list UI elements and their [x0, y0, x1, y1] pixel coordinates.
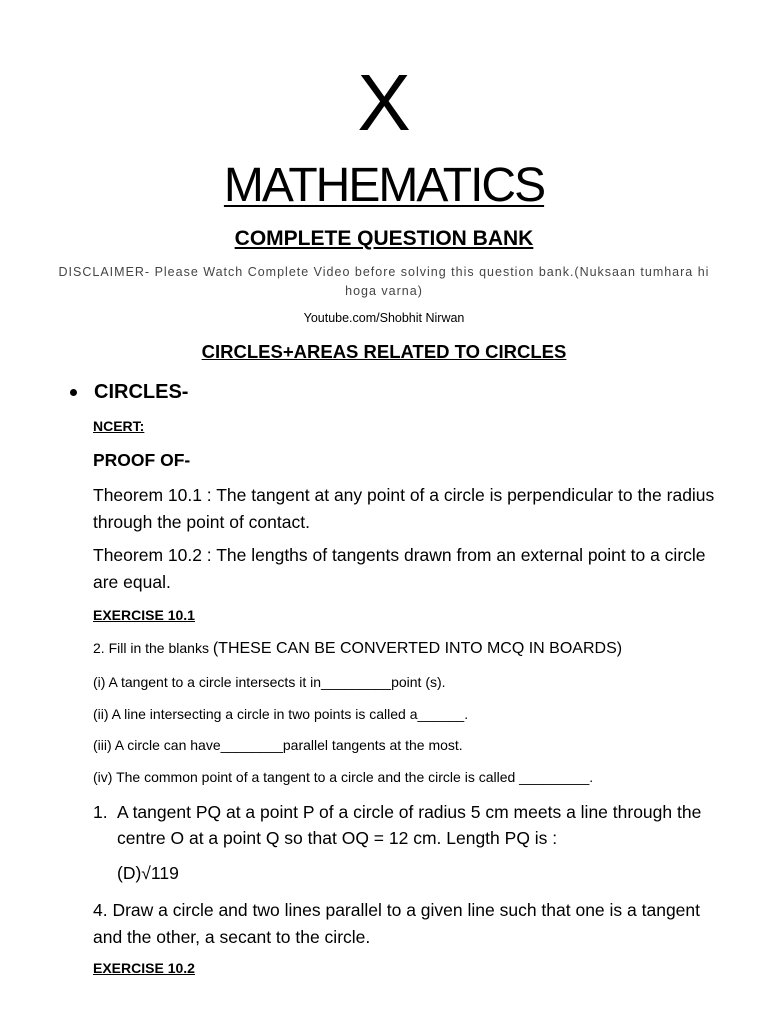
ncert-label: NCERT: [93, 418, 145, 434]
question-4: 4. Draw a circle and two lines parallel to a given line such that one is a tangent and the other, a secant to the circle. [93, 900, 701, 947]
class-label: X [357, 58, 411, 147]
subject-title: MATHEMATICS [223, 159, 545, 212]
question-1-number: 1. [93, 802, 108, 822]
fill-prefix: 2. Fill in the blanks [93, 640, 213, 656]
proof-heading: PROOF OF- [93, 450, 191, 470]
question-1 [93, 799, 733, 851]
bullet-heading-text: CIRCLES- [94, 381, 189, 403]
bullet-icon [70, 389, 77, 396]
question-1-text: A tangent PQ at a point P of a circle of radius 5 cm meets a line through the centre O at a point Q so that OQ = 12 cm. Length PQ is : [117, 802, 702, 848]
chapter-title: CIRCLES+AREAS RELATED TO CIRCLES [201, 341, 567, 362]
disclaimer-text: DISCLAIMER- Please Watch Complete Video before solving this question bank.(Nuksaan tumhara hi hoga varna) [58, 265, 710, 298]
blank-question-ii: (ii) A line intersecting a circle in two points is called a______. [93, 706, 469, 722]
circles-bullet-heading [70, 378, 188, 406]
theorem-10-1: Theorem 10.1 : The tangent at any point of a circle is perpendicular to the radius through the point of contact. [93, 485, 715, 532]
fill-in-blanks-instruction [93, 637, 622, 660]
question-1-answer: (D)√119 [117, 863, 179, 883]
exercise-10-1-title: EXERCISE 10.1 [93, 607, 195, 623]
blank-question-iii: (iii) A circle can have________parallel tangents at the most. [93, 737, 463, 753]
exercise-10-2-title: EXERCISE 10.2 [93, 960, 195, 976]
theorem-10-2: Theorem 10.2 : The lengths of tangents drawn from an external point to a circle are equal. [93, 545, 706, 592]
blank-question-i: (i) A tangent to a circle intersects it in_________point (s). [93, 674, 446, 690]
blank-question-iv: (iv) The common point of a tangent to a circle and the circle is called _________. [93, 769, 594, 785]
youtube-credit: Youtube.com/Shobhit Nirwan [303, 311, 465, 325]
fill-caps-note: (THESE CAN BE CONVERTED INTO MCQ IN BOARDS) [212, 640, 623, 657]
question-bank-subtitle: COMPLETE QUESTION BANK [234, 227, 534, 250]
